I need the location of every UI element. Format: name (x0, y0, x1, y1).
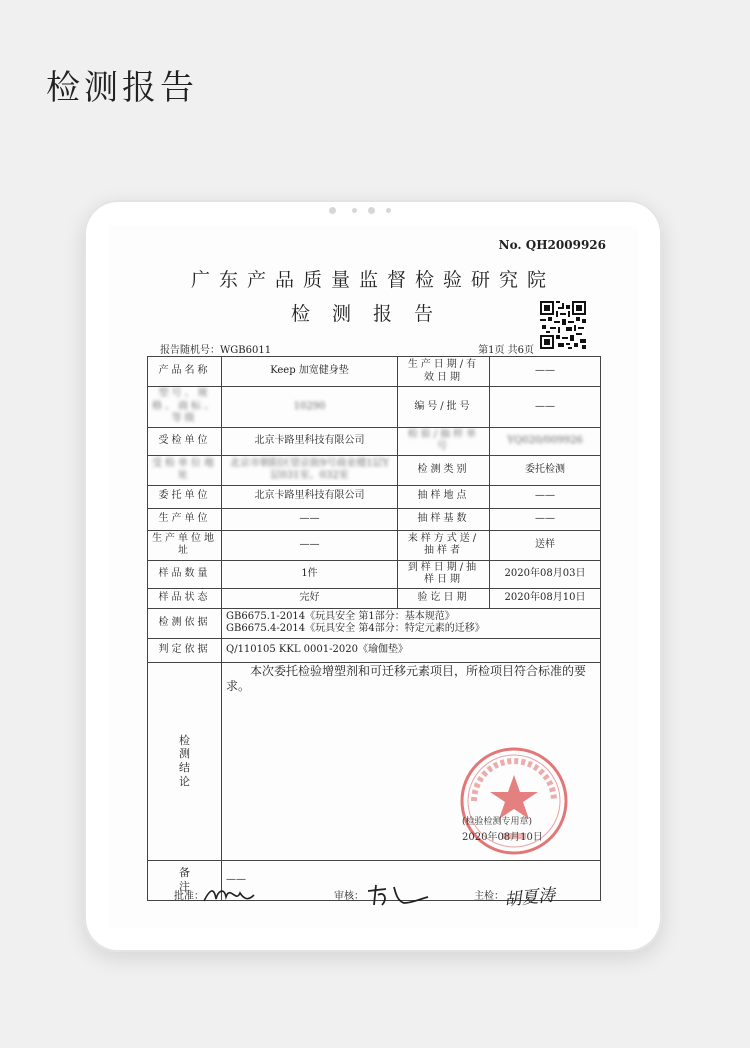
table-cell: 生产单位 (148, 508, 222, 530)
table-row (148, 485, 601, 508)
table-row (148, 588, 601, 608)
approver-signature-icon (200, 881, 256, 907)
table-cell: Keep 加宽健身垫 (222, 357, 398, 387)
seal-caption: (检验检测专用章) (462, 817, 533, 827)
table-row (148, 608, 601, 638)
table-cell: 到样日期/抽样日期 (398, 560, 490, 588)
table-cell: 检测类别 (398, 455, 490, 485)
table-cell: 北京市朝阳区望京街9号商业楼1层Y层031室、032室 (222, 455, 398, 485)
table-cell: 受检单位地址 (148, 455, 222, 485)
camera-dot (352, 208, 357, 213)
table-row (148, 387, 601, 428)
table-cell: 委托检测 (490, 455, 601, 485)
table-cell: YQ020/009926 (490, 427, 601, 455)
institute-name: 广东产品质量监督检验研究院 (190, 269, 555, 291)
table-cell: 编号/批号 (398, 387, 490, 428)
table-row (148, 508, 601, 530)
table-cell: —— (490, 387, 601, 428)
table-cell: 生产日期/有效日期 (398, 357, 490, 387)
report-document (108, 225, 638, 928)
camera-dot (329, 207, 336, 214)
table-cell: 委托单位 (148, 485, 222, 508)
table-cell: 2020年08月03日 (490, 560, 601, 588)
table-row (148, 638, 601, 662)
table-row (148, 530, 601, 560)
camera-dot (368, 207, 375, 214)
remarks-value: —— (222, 860, 601, 900)
table-cell: —— (490, 485, 601, 508)
table-cell: —— (222, 530, 398, 560)
table-cell: 抽样基数 (398, 508, 490, 530)
judgement-value: Q/110105 KKL 0001-2020《瑜伽垫》 (222, 638, 601, 662)
document-number: No. QH2009926 (498, 238, 606, 252)
table-cell: 1件 (222, 560, 398, 588)
page-info: 第1页 共6页 (478, 345, 534, 356)
table-cell: 验讫日期 (398, 588, 490, 608)
table-cell: 检验/抽样单号 (398, 427, 490, 455)
table-cell (222, 608, 601, 638)
qr-code-icon (540, 301, 586, 349)
table-cell: 北京卡路里科技有限公司 (222, 485, 398, 508)
table-cell: —— (222, 508, 398, 530)
table-cell: 产品名称 (148, 357, 222, 387)
table-cell: 来样方式送/抽样者 (398, 530, 490, 560)
conclusion-label: 检 测 结 论 (148, 662, 222, 860)
table-cell: 受检单位 (148, 427, 222, 455)
remarks-label: 备 注 (148, 860, 222, 900)
table-cell: 样品数量 (148, 560, 222, 588)
table-cell: 判定依据 (148, 638, 222, 662)
review-label: 审核： (334, 891, 364, 902)
page-heading: 检测报告 (46, 68, 198, 108)
table-cell: 送样 (490, 530, 601, 560)
chief-label: 主检： (474, 891, 504, 902)
table-cell: 北京卡路里科技有限公司 (222, 427, 398, 455)
reviewer-signature-icon (364, 881, 430, 909)
table-cell: 样品状态 (148, 588, 222, 608)
table-cell: 抽样地点 (398, 485, 490, 508)
table-cell: 完好 (222, 588, 398, 608)
chief-signature: 胡夏涛 (503, 885, 557, 911)
table-cell: 检测依据 (148, 608, 222, 638)
table-row (148, 357, 601, 387)
basis-1: GB6675.1-2014《玩具安全 第1部分：基本规范》 (226, 610, 455, 622)
table-row (148, 560, 601, 588)
table-row (148, 427, 601, 455)
table-cell: —— (490, 508, 601, 530)
document-title: 检测报告 (290, 303, 455, 325)
seal-date: 2020年08月10日 (462, 832, 543, 843)
table-cell: 10290 (222, 387, 398, 428)
table-cell: 型号、规格、商标、等级 (148, 387, 222, 428)
conclusion-text: 本次委托检验增塑剂和可迁移元素项目，所检项目符合标准的要求。 (222, 662, 601, 860)
signature-row (108, 881, 638, 911)
report-id: 报告随机号：WGB6011 (160, 345, 272, 356)
camera-dot (386, 208, 391, 213)
table-row (148, 455, 601, 485)
table-cell: —— (490, 357, 601, 387)
basis-2: GB6675.4-2014《玩具安全 第4部分：特定元素的迁移》 (226, 623, 485, 634)
table-cell: 生产单位地址 (148, 530, 222, 560)
table-cell: 2020年08月10日 (490, 588, 601, 608)
approve-label: 批准： (174, 891, 204, 902)
